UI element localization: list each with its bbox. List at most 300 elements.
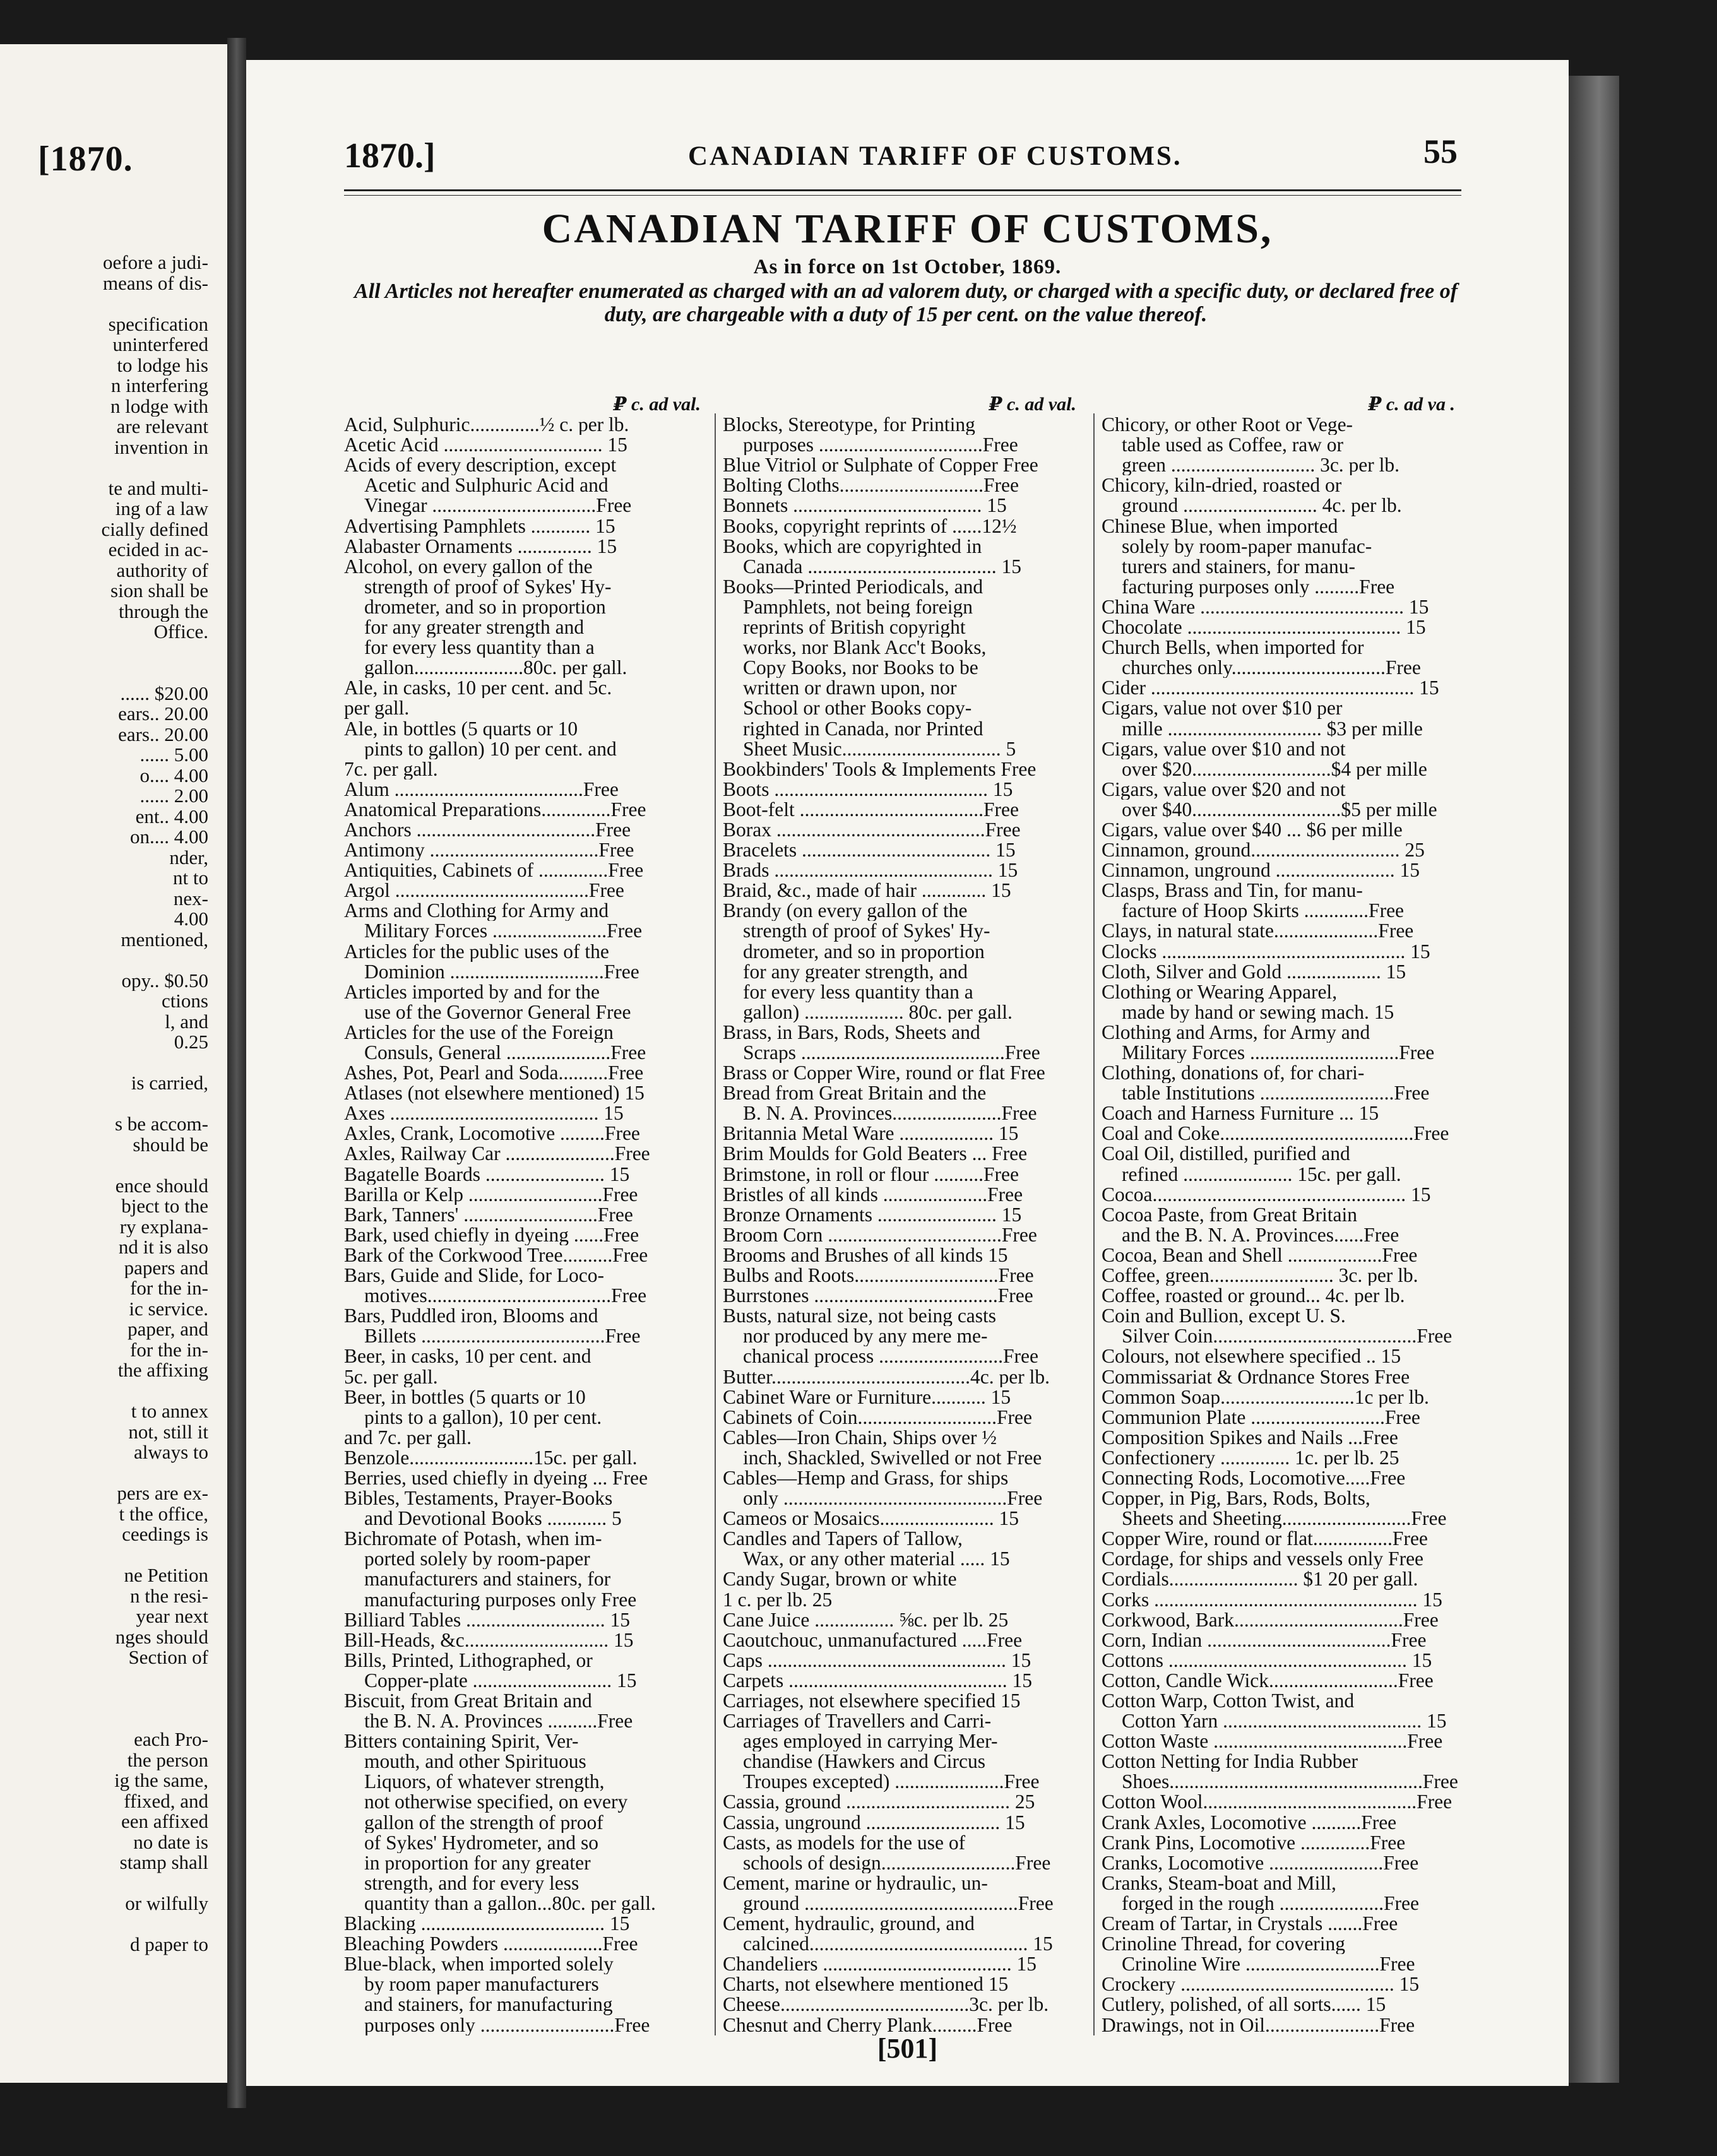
left-page-line	[0, 458, 208, 478]
tariff-entry-line: Wax, or any other material ..... 15	[743, 1549, 1010, 1570]
left-page-line: nt to	[173, 868, 208, 889]
tariff-entry-line: Articles for the public uses of the	[344, 941, 609, 962]
tariff-entry-line: Charts, not elsewhere mentioned 15	[723, 1974, 1009, 1995]
left-page-line: means of dis-	[102, 273, 208, 293]
tariff-entry-line: mille ............................... $3 per mille	[1122, 718, 1423, 739]
tariff-entry-line: Cement, hydraulic, ground, and	[723, 1914, 975, 1934]
tariff-entry-line: written or drawn upon, nor	[743, 678, 957, 699]
tariff-entry-line: table used as Coffee, raw or	[1122, 435, 1344, 456]
tariff-entry-line: Books, copyright reprints of ......12½	[723, 516, 1017, 536]
tariff-entry-line: Copy Books, nor Books to be	[743, 658, 978, 678]
tariff-entry-line: Sheet Music................................ 5	[743, 738, 1016, 759]
left-page-line: ry explana-	[119, 1216, 208, 1237]
tariff-entry-line: B. N. A. Provinces......................Free	[743, 1103, 1037, 1124]
tariff-entry-line: Blocks, Stereotype, for Printing	[723, 415, 975, 435]
tariff-entry-line: Cabinets of Coin............................Free	[723, 1407, 1032, 1428]
left-page-line	[0, 663, 208, 684]
tariff-entry-line: Cameos or Mosaics....................... 15	[723, 1508, 1019, 1529]
tariff-entry-line: for every less quantity than a	[364, 637, 595, 658]
left-page-line: paper, and	[128, 1319, 208, 1340]
tariff-entry-line: Cordials.......................... $1 20 per gall.	[1102, 1569, 1418, 1590]
left-page-line: to lodge his	[117, 355, 208, 376]
tariff-entry-line: Bulbs and Roots.............................Free	[723, 1265, 1034, 1286]
tariff-entry-line: inch, Shackled, Swivelled or not Free	[743, 1447, 1042, 1468]
tariff-entry-line: over $20............................$4 per mille	[1122, 759, 1427, 779]
tariff-entry-line: Cables—Hemp and Grass, for ships	[723, 1467, 1009, 1489]
tariff-entry-line: Antiquities, Cabinets of ..............Free	[344, 860, 644, 881]
tariff-entry-line: Bolting Cloths.............................Free	[723, 475, 1019, 496]
column-unit-header: ₽ c. ad va .	[1368, 394, 1455, 415]
tariff-entry-line: Bristles of all kinds .....................Free	[723, 1184, 1023, 1205]
tariff-entry-line: Crinoline Thread, for covering	[1102, 1934, 1346, 1955]
tariff-entry-line: Cloth, Silver and Gold ................... 15	[1102, 961, 1406, 982]
left-page-line: oefore a judi-	[103, 252, 208, 273]
tariff-entry-line: green ............................. 3c. per lb.	[1122, 455, 1400, 476]
left-page-line: t the office,	[119, 1503, 208, 1524]
left-page-line: opy.. $0.50	[121, 970, 208, 991]
tariff-entry-line: Shoes...................................................Free	[1122, 1772, 1458, 1792]
left-page-line: or wilfully	[125, 1893, 208, 1914]
tariff-entry-line: Carpets ............................................ 15	[723, 1670, 1032, 1691]
tariff-entry-line: Alabaster Ornaments ............... 15	[344, 536, 617, 557]
tariff-entry-line: Berries, used chiefly in dyeing ... Free	[344, 1467, 648, 1489]
left-page-line	[0, 1463, 208, 1484]
tariff-entry-line: Cement, marine or hydraulic, un-	[723, 1873, 988, 1893]
left-page-line: through the	[118, 601, 208, 622]
tariff-entry-line: and 7c. per gall.	[344, 1427, 472, 1448]
left-page-line: ...... 2.00	[140, 786, 208, 807]
tariff-entry-line: righted in Canada, nor Printed	[743, 718, 983, 739]
intro-note: All Articles not hereafter enumerated as charged with an ad valorem duty, or charged with a specific duty, or declared free of duty, are chargeable with a duty of 15 per cent. on the value thereof.	[354, 280, 1458, 326]
tariff-entry-line: Braid, &c., made of hair ............. 15	[723, 880, 1011, 901]
tariff-entry-line: Bonnets ...................................... 15	[723, 495, 1007, 516]
tariff-entry-line: Cheese......................................3c. per lb.	[723, 1994, 1049, 2015]
tariff-entry-line: Anatomical Preparations..............Free	[344, 799, 646, 820]
tariff-entry-line: Borax ..........................................Free	[723, 819, 1021, 841]
tariff-entry-line: Cider ..................................................... 15	[1102, 678, 1439, 699]
tariff-entry-line: Books—Printed Periodicals, and	[723, 576, 983, 597]
tariff-entry-line: Crinoline Wire ...........................Free	[1122, 1954, 1415, 1975]
left-page-line: ing of a law	[115, 499, 208, 519]
tariff-entry-line: Blacking ..................................... 15	[344, 1914, 630, 1934]
tariff-entry-line: Cotton, Candle Wick..........................Free	[1102, 1670, 1434, 1691]
tariff-entry-line: ground ........................... 4c. per lb.	[1122, 495, 1402, 516]
tariff-entry-line: for every less quantity than a	[743, 981, 973, 1002]
left-page-line: mentioned,	[121, 929, 208, 950]
tariff-entry-line: gallon......................80c. per gall.	[364, 658, 627, 678]
tariff-entry-line: Copper Wire, round or flat................Free	[1102, 1529, 1428, 1549]
tariff-entry-line: Chicory, kiln-dried, roasted or	[1102, 475, 1342, 496]
tariff-entry-line: per gall.	[344, 698, 410, 719]
tariff-entry-line: Coffee, green......................... 3c. per lb.	[1102, 1265, 1418, 1286]
column-divider	[1093, 413, 1095, 2035]
tariff-entry-line: strength of proof of Sykes' Hy-	[364, 576, 612, 597]
tariff-entry-line: Cigars, value not over $10 per	[1102, 698, 1343, 719]
tariff-entry-line: Crank Pins, Locomotive ..............Free	[1102, 1832, 1406, 1853]
tariff-entry-line: Ale, in bottles (5 quarts or 10	[344, 718, 578, 739]
tariff-entry-line: Benzole.........................15c. per gall.	[344, 1447, 638, 1468]
tariff-entry-line: Bark of the Corkwood Tree..........Free	[344, 1245, 648, 1266]
tariff-entry-line: made by hand or sewing mach. 15	[1122, 1002, 1394, 1022]
tariff-entry-line: Acetic and Sulphuric Acid and	[364, 475, 609, 496]
tariff-entry-line: 7c. per gall.	[344, 759, 438, 779]
tariff-entry-line: ported solely by room-paper	[364, 1549, 590, 1570]
tariff-entry-line: refined ...................... 15c. per gall.	[1122, 1164, 1401, 1185]
tariff-entry-line: Cotton Warp, Cotton Twist, and	[1102, 1691, 1355, 1712]
tariff-entry-line: Brimstone, in roll or flour ..........Free	[723, 1164, 1019, 1185]
tariff-entry-line: Cigars, value over $10 and not	[1102, 738, 1346, 759]
tariff-entry-line: 1 c. per lb. 25	[723, 1589, 833, 1610]
tariff-entry-line: the B. N. A. Provinces ..........Free	[364, 1711, 633, 1732]
tariff-entry-line: strength, and for every less	[364, 1873, 579, 1893]
tariff-entry-line: Communion Plate ...........................Free	[1102, 1407, 1420, 1428]
left-page-header: [1870.	[38, 139, 133, 179]
tariff-entry-line: Composition Spikes and Nails ...Free	[1102, 1427, 1398, 1448]
tariff-entry-line: 5c. per gall.	[344, 1366, 438, 1387]
tariff-entry-line: Chandeliers ...................................... 15	[723, 1954, 1037, 1975]
tariff-entry-line: Axles, Crank, Locomotive .........Free	[344, 1123, 640, 1144]
left-page-line: pers are ex-	[117, 1483, 208, 1504]
left-page-line: stamp shall	[119, 1852, 208, 1873]
tariff-entry-line: purposes .................................Free	[743, 435, 1018, 456]
left-page-line	[0, 1668, 208, 1689]
tariff-entry-line: Carriages, not elsewhere specified 15	[723, 1691, 1021, 1712]
left-page-line: specification	[108, 314, 208, 335]
tariff-entry-line: works, nor Blank Acc't Books,	[743, 637, 987, 658]
left-page-line: ctions	[161, 991, 208, 1012]
tariff-entry-line: Clays, in natural state.....................Free	[1102, 921, 1414, 942]
left-page-line: for the in-	[130, 1339, 208, 1360]
tariff-entry-line: Caps ................................................ 15	[723, 1650, 1031, 1671]
tariff-entry-line: turers and stainers, for manu-	[1122, 556, 1356, 577]
tariff-entry-line: Cordage, for ships and vessels only Free	[1102, 1549, 1424, 1570]
left-page-line: nder,	[169, 847, 208, 868]
left-page-line: is carried,	[131, 1073, 208, 1094]
tariff-entry-line: pints to gallon) 10 per cent. and	[364, 738, 617, 759]
tariff-entry-line: Bars, Guide and Slide, for Loco-	[344, 1265, 605, 1286]
tariff-entry-line: Liquors, of whatever strength,	[364, 1772, 605, 1792]
tariff-entry-line: Busts, natural size, not being casts	[723, 1306, 997, 1327]
left-page-text	[0, 252, 208, 1955]
tariff-entry-line: Cotton Netting for India Rubber	[1102, 1751, 1358, 1772]
tariff-entry-line: Bill-Heads, &c............................. 15	[344, 1630, 634, 1650]
left-page-line: ears.. 20.00	[118, 704, 208, 725]
tariff-entry-line: Cassia, ground ................................. 25	[723, 1792, 1035, 1813]
tariff-entry-line: Colours, not elsewhere specified .. 15	[1102, 1346, 1401, 1367]
tariff-entry-line: Bracelets ...................................... 15	[723, 840, 1016, 861]
tariff-entry-line: Cream of Tartar, in Crystals .......Free	[1102, 1914, 1398, 1934]
left-page-line: te and multi-	[108, 478, 208, 499]
left-page-line: are relevant	[116, 417, 208, 437]
tariff-entry-line: Drawings, not in Oil.......................Free	[1102, 2015, 1415, 2035]
tariff-entry-line: of Sykes' Hydrometer, and so	[364, 1832, 598, 1853]
tariff-entry-line: Blue Vitriol or Sulphate of Copper Free	[723, 455, 1038, 476]
tariff-entry-line: Casts, as models for the use of	[723, 1832, 966, 1853]
left-page-line	[0, 643, 208, 663]
tariff-entry-line: Cranks, Locomotive .......................Free	[1102, 1852, 1419, 1873]
left-page-line: papers and	[124, 1257, 208, 1278]
page-footer-number: [501]	[877, 2033, 938, 2064]
tariff-entry-line: Cocoa, Bean and Shell ...................Free	[1102, 1245, 1418, 1266]
left-page-line: bject to the	[121, 1196, 208, 1217]
tariff-entry-line: Burrstones .....................................Free	[723, 1286, 1033, 1306]
tariff-entry-line: Books, which are copyrighted in	[723, 536, 982, 557]
left-page-line: t to annex	[131, 1401, 208, 1422]
tariff-entry-line: drometer, and so in proportion	[364, 596, 606, 618]
tariff-entry-line: facture of Hoop Skirts .............Free	[1122, 901, 1405, 921]
tariff-entry-line: Cranks, Steam-boat and Mill,	[1102, 1873, 1336, 1893]
tariff-entry-line: Military Forces ..............................Free	[1122, 1043, 1435, 1063]
tariff-entry-line: quantity than a gallon...80c. per gall.	[364, 1893, 656, 1914]
tariff-column-1	[344, 394, 707, 2035]
tariff-entry-line: Cotton Yarn ........................................ 15	[1122, 1711, 1447, 1732]
tariff-entry-line: Corn, Indian .....................................Free	[1102, 1630, 1427, 1650]
left-page-line	[0, 1873, 208, 1894]
left-page-line	[0, 1709, 208, 1730]
tariff-entry-line: Anchors ....................................Free	[344, 819, 631, 841]
tariff-entry-line: Beer, in bottles (5 quarts or 10	[344, 1387, 586, 1407]
tariff-entry-line: Argol .......................................Free	[344, 880, 624, 901]
tariff-entry-line: in proportion for any greater	[364, 1852, 591, 1873]
tariff-entry-line: Billiard Tables ............................ 15	[344, 1609, 631, 1630]
tariff-entry-line: Cinnamon, ground.............................. 25	[1102, 840, 1425, 861]
left-page-line: sion shall be	[110, 581, 208, 601]
left-page-line	[0, 1094, 208, 1115]
left-page-line: d paper to	[130, 1934, 208, 1955]
tariff-entry-line: Cottons ................................................ 15	[1102, 1650, 1432, 1671]
left-page-line: cially defined	[101, 519, 208, 540]
left-page-line: l, and	[165, 1011, 208, 1032]
tariff-entry-line: schools of design...........................Free	[743, 1852, 1051, 1873]
tariff-entry-line: Canada ...................................... 15	[743, 556, 1021, 577]
tariff-entry-line: by room paper manufacturers	[364, 1974, 599, 1995]
left-page-line: ecided in ac-	[108, 540, 208, 560]
tariff-entry-line: Consuls, General .....................Free	[364, 1043, 646, 1063]
left-page-line: een affixed	[121, 1811, 208, 1832]
tariff-entry-line: and stainers, for manufacturing	[364, 1994, 613, 2015]
tariff-entry-line: for any greater strength and	[364, 617, 585, 638]
tariff-entry-line: facturing purposes only .........Free	[1122, 576, 1395, 597]
left-page-line: nges should	[115, 1626, 208, 1647]
tariff-entry-line: Coffee, roasted or ground... 4c. per lb.	[1102, 1286, 1405, 1306]
tariff-entry-line: motives.....................................Free	[364, 1286, 647, 1306]
left-page-line: ffixed, and	[124, 1791, 208, 1811]
tariff-entry-line: Crockery ........................................... 15	[1102, 1974, 1420, 1995]
tariff-entry-line: Cocoa................................................... 15	[1102, 1184, 1431, 1205]
tariff-entry-line: Cane Juice ................ ⅝c. per lb. 25	[723, 1609, 1009, 1630]
tariff-entry-line: Britannia Metal Ware ................... 15	[723, 1123, 1019, 1144]
tariff-entry-line: Military Forces .......................Free	[364, 921, 643, 942]
left-page-line: nex-	[173, 888, 208, 909]
left-page-line: nd it is also	[118, 1237, 208, 1258]
tariff-entry-line: and the B. N. A. Provinces......Free	[1122, 1224, 1399, 1245]
left-page-line	[0, 950, 208, 971]
tariff-entry-line: gallon of the strength of proof	[364, 1812, 603, 1833]
tariff-entry-line: Chesnut and Cherry Plank.........Free	[723, 2015, 1013, 2035]
running-title: CANADIAN TARIFF OF CUSTOMS.	[688, 141, 1182, 171]
left-page-line: year next	[136, 1606, 208, 1627]
tariff-entry-line: Brim Moulds for Gold Beaters ... Free	[723, 1144, 1028, 1164]
running-header	[246, 133, 1569, 186]
tariff-entry-line: Atlases (not elsewhere mentioned) 15	[344, 1083, 645, 1104]
tariff-entry-line: churches only...............................Free	[1122, 658, 1421, 678]
tariff-entry-line: Axes .......................................... 15	[344, 1103, 624, 1124]
tariff-entry-line: Antimony ..................................Free	[344, 840, 634, 861]
tariff-entry-line: Confectionery .............. 1c. per lb. 25	[1102, 1447, 1399, 1468]
left-page-line: should be	[133, 1134, 208, 1155]
tariff-entry-line: and Devotional Books ............ 5	[364, 1508, 622, 1529]
left-page-line: authority of	[116, 560, 208, 581]
tariff-entry-line: Articles for the use of the Foreign	[344, 1022, 614, 1043]
left-page-line: ...... 5.00	[140, 745, 208, 766]
left-page-line: n the resi-	[130, 1585, 208, 1606]
tariff-entry-line: Bichromate of Potash, when im-	[344, 1529, 602, 1549]
tariff-entry-line: Butter........................................4c. per lb.	[723, 1366, 1050, 1387]
left-page-line: Office.	[153, 622, 208, 643]
tariff-entry-line: Commissariat & Ordnance Stores Free	[1102, 1366, 1410, 1387]
tariff-entry-line: Brads ............................................ 15	[723, 860, 1018, 881]
tariff-entry-line: not otherwise specified, on every	[364, 1792, 628, 1813]
tariff-entry-line: manufacturing purposes only Free	[364, 1589, 637, 1610]
left-page-line	[0, 1688, 208, 1709]
tariff-entry-line: pints to a gallon), 10 per cent.	[364, 1407, 602, 1428]
page-title: CANADIAN TARIFF OF CUSTOMS,	[542, 206, 1273, 252]
left-page-line: invention in	[114, 437, 208, 458]
tariff-entry-line: forged in the rough .....................Free	[1122, 1893, 1419, 1914]
page-subtitle: As in force on 1st October, 1869.	[753, 256, 1062, 278]
tariff-entry-line: Blue-black, when imported solely	[344, 1954, 614, 1975]
tariff-entry-line: Cocoa Paste, from Great Britain	[1102, 1204, 1358, 1225]
page-number: 55	[1423, 133, 1458, 170]
tariff-entry-line: Brass or Copper Wire, round or flat Free	[723, 1063, 1045, 1084]
column-unit-header: ₽ c. ad val.	[989, 394, 1076, 415]
tariff-entry-line: Boot-felt .....................................Free	[723, 799, 1019, 820]
tariff-entry-line: table Institutions ...........................Free	[1122, 1083, 1430, 1104]
left-page-line: n interfering	[110, 376, 208, 396]
tariff-entry-line: Bagatelle Boards ........................ 15	[344, 1164, 630, 1185]
tariff-entry-line: manufacturers and stainers, for	[364, 1569, 611, 1590]
tariff-entry-line: Bills, Printed, Lithographed, or	[344, 1650, 593, 1671]
tariff-entry-line: Cinnamon, unground ........................ 15	[1102, 860, 1420, 881]
tariff-entry-line: Bark, used chiefly in dyeing ......Free	[344, 1224, 639, 1245]
tariff-entry-line: only .............................................Free	[743, 1488, 1043, 1509]
tariff-entry-line: Bleaching Powders ....................Free	[344, 1934, 638, 1955]
book-gutter	[227, 38, 246, 2108]
tariff-entry-line: ages employed in carrying Mer-	[743, 1731, 998, 1752]
right-page	[246, 60, 1569, 2086]
tariff-entry-line: Coin and Bullion, except U. S.	[1102, 1306, 1346, 1327]
tariff-entry-line: Arms and Clothing for Army and	[344, 901, 609, 921]
tariff-entry-line: Beer, in casks, 10 per cent. and	[344, 1346, 591, 1367]
tariff-entry-line: chandise (Hawkers and Circus	[743, 1751, 985, 1772]
header-rule	[344, 189, 1461, 196]
tariff-entry-line: Scraps .........................................Free	[743, 1043, 1040, 1063]
tariff-entry-line: Clothing or Wearing Apparel,	[1102, 981, 1338, 1002]
left-page-line: uninterfered	[112, 335, 208, 355]
tariff-entry-line: Corks ..................................................... 15	[1102, 1589, 1442, 1610]
tariff-entry-line: Clothing, donations of, for chari-	[1102, 1063, 1365, 1084]
tariff-entry-line: Chocolate ........................................... 15	[1102, 617, 1426, 638]
tariff-entry-line: Bark, Tanners' ...........................Free	[344, 1204, 633, 1225]
tariff-entry-line: Crank Axles, Locomotive ..........Free	[1102, 1812, 1397, 1833]
tariff-entry-line: Pamphlets, not being foreign	[743, 596, 973, 618]
left-page-line: not, still it	[128, 1421, 208, 1442]
column-divider	[715, 413, 716, 2035]
tariff-entry-line: Chicory, or other Root or Vege-	[1102, 415, 1353, 435]
tariff-entry-line: Bookbinders' Tools & Implements Free	[723, 759, 1037, 779]
tariff-entry-line: strength of proof of Sykes' Hy-	[743, 921, 990, 942]
left-page-line	[0, 293, 208, 314]
tariff-entry-line: Clothing and Arms, for Army and	[1102, 1022, 1370, 1043]
tariff-entry-line: Sheets and Sheeting..........................Free	[1122, 1508, 1447, 1529]
left-page-line: 4.00	[174, 909, 208, 930]
left-page-line: ic service.	[129, 1298, 208, 1319]
tariff-entry-line: Candy Sugar, brown or white	[723, 1569, 957, 1590]
tariff-entry-line: Broom Corn ...................................Free	[723, 1224, 1037, 1245]
tariff-entry-line: Acids of every description, except	[344, 455, 617, 476]
tariff-entry-line: Common Soap...........................1c per lb.	[1102, 1387, 1429, 1407]
tariff-entry-line: Coach and Harness Furniture ... 15	[1102, 1103, 1379, 1124]
tariff-entry-line: mouth, and other Spirituous	[364, 1751, 586, 1772]
tariff-entry-line: Brass, in Bars, Rods, Sheets and	[723, 1022, 980, 1043]
tariff-entry-line: Bronze Ornaments ........................ 15	[723, 1204, 1022, 1225]
tariff-entry-line: School or other Books copy-	[743, 698, 972, 719]
tariff-entry-line: chanical process .........................Free	[743, 1346, 1038, 1367]
left-page-line: each Pro-	[134, 1729, 208, 1750]
tariff-entry-line: purposes only ...........................Free	[364, 2015, 650, 2035]
tariff-entry-line: Cotton Wool...........................................Free	[1102, 1792, 1453, 1813]
left-page-line: ...... $20.00	[120, 683, 208, 704]
tariff-entry-line: use of the Governor General Free	[364, 1002, 631, 1022]
tariff-entry-line: Silver Coin.........................................Free	[1122, 1326, 1453, 1347]
left-page-line: always to	[134, 1442, 208, 1463]
tariff-entry-line: Cotton Waste .......................................Free	[1102, 1731, 1443, 1752]
book-edge	[1569, 76, 1619, 2083]
left-page-line: ears.. 20.00	[118, 724, 208, 745]
tariff-entry-line: Cigars, value over $40 ... $6 per mille	[1102, 819, 1403, 841]
tariff-entry-line: Barilla or Kelp ...........................Free	[344, 1184, 638, 1205]
left-page-line: the affixing	[117, 1360, 208, 1381]
tariff-entry-line: Bitters containing Spirit, Ver-	[344, 1731, 579, 1752]
tariff-entry-line: Axles, Railway Car ......................Free	[344, 1144, 650, 1164]
tariff-entry-line: Acetic Acid ................................ 15	[344, 435, 627, 456]
column-unit-header: ₽ c. ad val.	[613, 394, 701, 415]
tariff-entry-line: Cabinet Ware or Furniture........... 15	[723, 1387, 1011, 1407]
left-page-line: ig the same,	[114, 1770, 208, 1791]
left-page-line: ence should	[115, 1175, 208, 1196]
left-page-line: for the in-	[130, 1278, 208, 1299]
tariff-entry-line: Bars, Puddled iron, Blooms and	[344, 1306, 598, 1327]
tariff-entry-line: Connecting Rods, Locomotive.....Free	[1102, 1467, 1406, 1489]
tariff-entry-line: Troupes excepted) ......................Free	[743, 1772, 1040, 1792]
tariff-entry-line: Chinese Blue, when imported	[1102, 516, 1338, 536]
left-page-line: n lodge with	[110, 396, 208, 417]
left-page-line	[0, 1545, 208, 1566]
tariff-entry-line: Church Bells, when imported for	[1102, 637, 1364, 658]
tariff-entry-line: Vinegar .................................Free	[364, 495, 632, 516]
tariff-entry-line: Caoutchouc, unmanufactured .....Free	[723, 1630, 1023, 1650]
tariff-entry-line: Boots ........................................... 15	[723, 779, 1013, 800]
tariff-entry-line: Carriages of Travellers and Carri-	[723, 1711, 992, 1732]
tariff-entry-line: Bread from Great Britain and the	[723, 1083, 987, 1104]
left-page-line: ne Petition	[124, 1565, 208, 1586]
tariff-entry-line: Alcohol, on every gallon of the	[344, 556, 593, 577]
left-page-line: s be accom-	[114, 1114, 208, 1135]
tariff-entry-line: Billets .....................................Free	[364, 1326, 641, 1347]
tariff-entry-line: gallon) .................... 80c. per gall.	[743, 1002, 1013, 1022]
tariff-entry-line: Candles and Tapers of Tallow,	[723, 1529, 963, 1549]
tariff-entry-line: Alum ......................................Free	[344, 779, 619, 800]
